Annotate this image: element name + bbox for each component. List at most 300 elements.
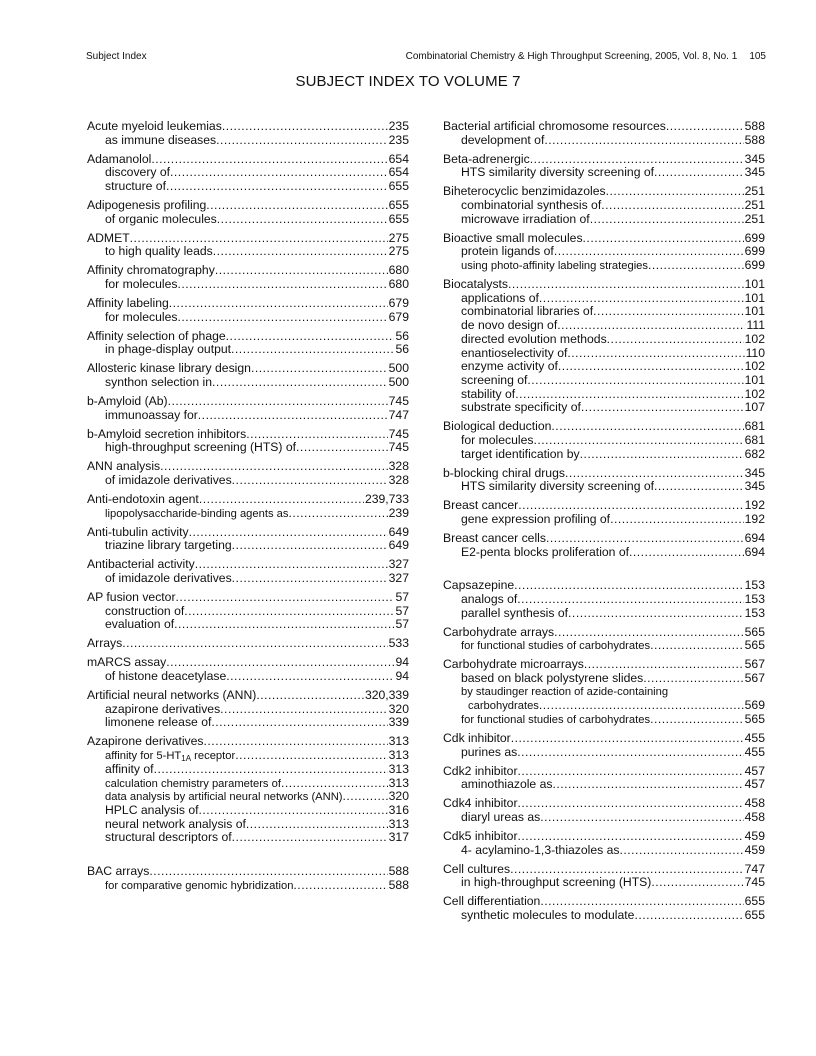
dot-leader xyxy=(607,333,744,347)
page-ref: 345 xyxy=(744,166,765,180)
page-ref: 101 xyxy=(744,278,765,292)
index-subentry-text: by staudinger reaction of azide-containing xyxy=(461,685,669,698)
index-entry xyxy=(443,153,765,180)
dot-leader xyxy=(539,292,744,306)
page-ref: 313 xyxy=(388,735,409,749)
index-term xyxy=(443,830,765,844)
index-subentry xyxy=(87,618,409,632)
index-term-text: ANN analysis xyxy=(87,460,161,474)
index-subentry-text: azapirone derivatives xyxy=(105,702,221,716)
index-term-text: Anti-endotoxin agent xyxy=(87,493,199,507)
page-ref: 745 xyxy=(388,441,409,455)
dot-leader xyxy=(212,376,388,390)
dot-leader xyxy=(220,703,387,717)
index-subentry xyxy=(87,376,409,390)
index-term-text: Breast cancer cells xyxy=(443,531,546,545)
dot-leader xyxy=(610,513,744,527)
index-subentry-text: de novo design of xyxy=(461,319,558,333)
index-subentry xyxy=(443,811,765,825)
index-subentry xyxy=(87,716,409,730)
index-subentry xyxy=(443,434,765,448)
dot-leader xyxy=(511,732,744,746)
page-ref: 320 xyxy=(388,790,409,804)
page-ref: 457 xyxy=(744,764,765,778)
index-subentry-text: synthetic molecules to modulate xyxy=(461,909,635,923)
journal-citation: Combinatorial Chemistry & High Throughput Screening, 2005, Vol. 8, No. 1 xyxy=(405,51,738,62)
index-subentry-text: as immune diseases xyxy=(105,133,217,147)
index-term xyxy=(443,863,765,877)
dot-leader xyxy=(246,818,388,832)
page-ref: 567 xyxy=(744,672,765,686)
dot-leader xyxy=(518,765,744,779)
index-subentry xyxy=(87,818,409,832)
dot-leader xyxy=(580,448,744,462)
index-entry xyxy=(87,428,409,455)
index-entry xyxy=(87,120,409,147)
index-subentry-text: for molecules xyxy=(461,433,534,447)
page-ref: 101 xyxy=(744,373,765,387)
page-ref: 649 xyxy=(388,539,409,553)
index-entry xyxy=(443,185,765,226)
index-entry xyxy=(443,232,765,273)
dot-leader xyxy=(343,790,388,804)
index-entry xyxy=(443,863,765,890)
page-ref: 565 xyxy=(744,713,765,727)
index-subentry-text: for molecules xyxy=(105,278,178,292)
dot-leader xyxy=(130,232,388,246)
dot-leader xyxy=(648,259,744,273)
dot-leader xyxy=(544,134,743,148)
dot-leader xyxy=(184,605,394,619)
dot-leader xyxy=(296,441,388,455)
index-subentry-text: combinatorial synthesis of xyxy=(461,199,602,213)
index-term xyxy=(443,120,765,134)
dot-leader xyxy=(251,362,388,376)
index-subentry xyxy=(443,448,765,462)
index-term xyxy=(87,199,409,213)
index-subentry-text: stability of xyxy=(461,387,516,401)
dot-leader xyxy=(530,153,744,167)
index-subentry-text: structural descriptors of xyxy=(105,831,232,845)
index-subentry-text: in phage-display output xyxy=(105,343,232,357)
index-subentry xyxy=(87,539,409,553)
dot-leader xyxy=(154,763,388,777)
index-term xyxy=(87,153,409,167)
dot-leader xyxy=(226,330,395,344)
index-entry xyxy=(443,579,765,620)
dot-leader xyxy=(199,493,364,507)
index-subentry-text xyxy=(105,750,235,763)
index-subentry-text: diaryl ureas as xyxy=(461,811,541,825)
index-term xyxy=(87,735,409,749)
index-subentry xyxy=(87,572,409,586)
dot-leader xyxy=(620,844,744,858)
page-ref: 680 xyxy=(388,264,409,278)
page-ref: 655 xyxy=(388,199,409,213)
index-term-text: Cdk4 inhibitor xyxy=(443,797,518,811)
page-ref: 699 xyxy=(744,259,765,273)
index-subentry xyxy=(443,213,765,227)
index-subentry xyxy=(87,670,409,684)
page-ref: 345 xyxy=(744,480,765,494)
page-ref: 655 xyxy=(388,212,409,226)
index-subentry-text: for functional studies of carbohydrates xyxy=(461,714,651,727)
index-term xyxy=(87,120,409,134)
index-subentry-text: directed evolution methods xyxy=(461,332,607,346)
index-term-text: AP fusion vector xyxy=(87,591,176,605)
page-ref: 567 xyxy=(744,658,765,672)
dot-leader xyxy=(651,876,743,890)
index-subentry xyxy=(443,401,765,415)
index-entry xyxy=(87,153,409,194)
index-term xyxy=(443,626,765,640)
index-subentry xyxy=(87,777,409,791)
index-entry xyxy=(443,830,765,857)
index-subentry xyxy=(443,876,765,890)
dot-leader xyxy=(166,656,394,670)
index-entry xyxy=(443,532,765,559)
index-term xyxy=(87,493,409,507)
index-term-text: Antibacterial activity xyxy=(87,558,195,572)
page-ref: 316 xyxy=(388,803,409,817)
text-part: affinity for 5-HT xyxy=(105,750,182,763)
index-subentry-text: E2-penta blocks proliferation of xyxy=(461,545,630,559)
page-ref: 679 xyxy=(388,310,409,324)
index-term xyxy=(443,658,765,672)
index-subentry xyxy=(443,844,765,858)
page-ref: 500 xyxy=(388,362,409,376)
index-term-text: b-blocking chiral drugs xyxy=(443,466,565,480)
index-subentry xyxy=(87,831,409,845)
index-subentry-text: limonene release of xyxy=(105,716,212,730)
index-entry xyxy=(443,658,765,726)
page-ref: 680 xyxy=(388,278,409,292)
index-term xyxy=(87,558,409,572)
page-ref: 327 xyxy=(388,558,409,572)
dot-leader xyxy=(232,539,388,553)
index-entry xyxy=(87,656,409,683)
index-term xyxy=(87,865,409,879)
index-subentry xyxy=(443,746,765,760)
index-term-text: ADMET xyxy=(87,231,130,245)
index-subentry-text: gene expression profiling of xyxy=(461,512,611,526)
index-subentry xyxy=(87,879,409,893)
page-ref: 588 xyxy=(744,120,765,133)
index-term xyxy=(443,232,765,246)
index-term xyxy=(443,467,765,481)
page-ref: 320 xyxy=(388,702,409,716)
page-ref: 239 xyxy=(388,506,409,520)
index-entry xyxy=(87,493,409,520)
index-subentry xyxy=(443,319,765,333)
index-term xyxy=(87,395,409,409)
index-subentry xyxy=(87,180,409,194)
index-term xyxy=(443,895,765,909)
page-ref: 694 xyxy=(744,545,765,559)
index-subentry-text: calculation chemistry parameters of xyxy=(105,777,281,790)
index-term xyxy=(87,297,409,311)
dot-leader xyxy=(584,658,744,672)
index-subentry-text: lipopolysaccharide-binding agents as xyxy=(105,507,289,520)
index-term-text: Cdk5 inhibitor xyxy=(443,830,518,844)
index-subentry-text: neural network analysis of xyxy=(105,817,246,831)
page-ref: 345 xyxy=(744,152,765,166)
index-subentry-text: high-throughput screening (HTS) of xyxy=(105,441,297,455)
dot-leader xyxy=(551,420,743,434)
page-ref: 239,733 xyxy=(364,493,409,507)
index-subentry-text: purines as xyxy=(461,745,518,759)
index-term-text: BAC arrays xyxy=(87,864,150,878)
dot-leader xyxy=(565,467,744,481)
index-subentry-text: protein ligands of xyxy=(461,245,554,259)
index-subentry-text: analogs of xyxy=(461,593,518,606)
page-title: SUBJECT INDEX TO VOLUME 7 xyxy=(295,73,521,90)
index-subentry-text: of organic molecules xyxy=(105,212,217,226)
index-term xyxy=(87,656,409,670)
dot-leader xyxy=(169,297,388,311)
index-subentry-text: target identification by xyxy=(461,447,580,461)
page-ref: 57 xyxy=(395,618,409,632)
index-entry xyxy=(87,735,409,845)
page-ref: 102 xyxy=(744,360,765,374)
dot-leader xyxy=(204,735,388,749)
index-term-text: Azapirone derivatives xyxy=(87,735,204,749)
index-subentry xyxy=(87,409,409,423)
page-ref: 655 xyxy=(744,895,765,909)
page-ref: 57 xyxy=(395,591,409,605)
page-ref: 345 xyxy=(744,466,765,480)
dot-leader xyxy=(232,572,388,586)
page-ref: 94 xyxy=(395,656,409,670)
index-subentry xyxy=(443,513,765,527)
index-entry xyxy=(87,362,409,389)
dot-leader xyxy=(288,507,387,521)
page-ref: 192 xyxy=(744,499,765,513)
dot-leader xyxy=(554,626,744,640)
dot-leader xyxy=(232,474,388,488)
index-subentry-text: evaluation of xyxy=(105,618,175,632)
dot-leader xyxy=(149,865,387,879)
page-ref: 681 xyxy=(744,433,765,447)
index-term-text: Carbohydrate microarrays xyxy=(443,658,584,672)
index-term xyxy=(443,797,765,811)
index-subentry xyxy=(443,593,765,607)
index-subentry xyxy=(87,166,409,180)
index-entry xyxy=(443,626,765,653)
dot-leader xyxy=(151,153,387,167)
dot-leader xyxy=(235,749,387,763)
index-term-text: Biheterocyclic benzimidazoles xyxy=(443,185,606,199)
page-ref: 327 xyxy=(388,572,409,586)
page-ref: 459 xyxy=(744,843,765,857)
index-subentry-text: immunoassay for xyxy=(105,408,198,422)
index-term-text: Artificial neural networks (ANN) xyxy=(87,689,257,703)
page-ref: 56 xyxy=(395,329,409,343)
page-ref: 313 xyxy=(388,776,409,790)
index-term-text: Affinity chromatography xyxy=(87,264,215,278)
index-subentry xyxy=(87,311,409,325)
page-ref: 328 xyxy=(388,474,409,488)
index-term-text: Carbohydrate arrays xyxy=(443,625,555,639)
page-ref: 56 xyxy=(395,343,409,357)
index-subentry xyxy=(443,778,765,792)
dot-leader xyxy=(643,672,743,686)
index-entry xyxy=(87,264,409,291)
index-term-text: Beta-adrenergic xyxy=(443,152,530,166)
dot-leader xyxy=(517,593,743,607)
index-subentry-text: parallel synthesis of xyxy=(461,606,569,620)
page-ref: 455 xyxy=(744,732,765,746)
page-ref: 747 xyxy=(388,408,409,422)
index-term xyxy=(87,232,409,246)
dot-leader xyxy=(226,670,394,684)
running-head xyxy=(86,51,766,65)
index-subentry-text: using photo-affinity labeling strategies xyxy=(461,260,648,273)
page-ref: 588 xyxy=(744,133,765,147)
index-subentry-text: based on black polystyrene slides xyxy=(461,672,644,686)
index-subentry-text: for functional studies of carbohydrates xyxy=(461,640,651,653)
page-ref: 649 xyxy=(388,525,409,539)
index-entry xyxy=(87,199,409,226)
index-subentry xyxy=(443,388,765,402)
page-ref: 57 xyxy=(395,604,409,618)
index-entry xyxy=(443,278,765,415)
dot-leader xyxy=(198,409,388,423)
dot-leader xyxy=(518,499,743,513)
index-subentry xyxy=(443,134,765,148)
index-entry xyxy=(443,732,765,759)
dot-leader xyxy=(666,120,744,134)
dot-leader xyxy=(558,360,744,374)
page-ref: 251 xyxy=(744,185,765,199)
index-subentry xyxy=(443,546,765,560)
page-ref: 679 xyxy=(388,297,409,311)
index-entry xyxy=(443,499,765,526)
index-term xyxy=(87,591,409,605)
index-subentry xyxy=(87,441,409,455)
dot-leader xyxy=(634,909,743,923)
index-column-right xyxy=(443,120,765,928)
index-entry xyxy=(87,460,409,487)
page-ref: 694 xyxy=(744,531,765,545)
index-term-text: Acute myeloid leukemias xyxy=(87,120,222,133)
dot-leader xyxy=(527,374,743,388)
index-subentry xyxy=(87,804,409,818)
page-ref: 313 xyxy=(388,762,409,776)
page-ref: 654 xyxy=(388,152,409,166)
index-column-left xyxy=(87,120,409,898)
page-ref: 339 xyxy=(388,716,409,730)
index-term-text: b-Amyloid secretion inhibitors xyxy=(87,427,247,441)
index-subentry xyxy=(443,374,765,388)
page-ref: 320,339 xyxy=(364,689,409,703)
index-subentry-text: applications of xyxy=(461,291,539,305)
index-term xyxy=(443,278,765,292)
dot-leader xyxy=(593,305,744,319)
index-entry xyxy=(443,120,765,147)
index-term xyxy=(87,689,409,703)
index-term xyxy=(443,185,765,199)
dot-leader xyxy=(176,591,395,605)
page-ref: 102 xyxy=(744,332,765,346)
dot-leader xyxy=(177,278,387,292)
index-subentry-text: data analysis by artificial neural networks (ANN) xyxy=(105,791,343,804)
index-entry xyxy=(87,297,409,324)
index-subentry-text: enzyme activity of xyxy=(461,360,558,374)
index-subentry xyxy=(87,213,409,227)
index-subentry-text: of histone deacetylase xyxy=(105,670,227,684)
dot-leader xyxy=(546,532,744,546)
index-subentry xyxy=(443,699,765,713)
index-entry xyxy=(87,637,409,651)
page-ref: 313 xyxy=(388,817,409,831)
page-ref: 565 xyxy=(744,639,765,653)
page-ref: 500 xyxy=(388,376,409,390)
page-ref: 153 xyxy=(744,579,765,593)
index-term xyxy=(443,765,765,779)
index-subentry xyxy=(87,790,409,804)
page-ref: 569 xyxy=(744,699,765,713)
index-subentry-text: to high quality leads xyxy=(105,245,213,259)
page-ref: 588 xyxy=(388,864,409,878)
index-term xyxy=(87,428,409,442)
page-ref: 565 xyxy=(744,625,765,639)
dot-leader xyxy=(515,388,743,402)
dot-leader xyxy=(567,347,744,361)
index-term-text: Cell cultures xyxy=(443,862,511,876)
page-ref: 107 xyxy=(744,401,765,415)
index-entry xyxy=(87,526,409,553)
page-ref: 251 xyxy=(744,212,765,226)
index-subentry-text: in high-throughput screening (HTS) xyxy=(461,876,652,890)
page-ref: 235 xyxy=(388,133,409,147)
index-entry xyxy=(87,558,409,585)
dot-leader xyxy=(601,199,743,213)
index-subentry xyxy=(443,672,765,686)
index-subentry-text: HTS similarity diversity screening of xyxy=(461,166,655,180)
index-subentry-text: screening of xyxy=(461,373,528,387)
index-subentry xyxy=(87,245,409,259)
text-part: receptor xyxy=(191,750,236,763)
dot-leader xyxy=(554,245,744,259)
index-subentry xyxy=(443,480,765,494)
page-ref: 747 xyxy=(744,862,765,876)
index-entry xyxy=(87,395,409,422)
index-term-text: Bacterial artificial chromosome resources xyxy=(443,120,666,133)
index-subentry xyxy=(443,199,765,213)
dot-leader xyxy=(215,264,388,278)
running-head-journal xyxy=(406,51,766,62)
index-subentry-text: HPLC analysis of xyxy=(105,803,199,817)
index-subentry-text: development of xyxy=(461,133,545,147)
index-subentry-text: HTS similarity diversity screening of xyxy=(461,480,655,494)
page-ref: 745 xyxy=(744,876,765,890)
page-ref: 745 xyxy=(388,427,409,441)
index-subentry-text: of imidazole derivatives xyxy=(105,474,232,488)
index-subentry-text: combinatorial libraries of xyxy=(461,305,594,319)
index-term xyxy=(87,637,409,651)
index-subentry xyxy=(443,639,765,653)
dot-leader xyxy=(517,746,743,760)
index-subentry xyxy=(87,749,409,763)
index-subentry-text: construction of xyxy=(105,604,185,618)
page-ref: 745 xyxy=(388,395,409,409)
dot-leader xyxy=(168,395,388,409)
index-term-text: b-Amyloid (Ab) xyxy=(87,395,168,409)
index-term-text: mARCS assay xyxy=(87,656,167,670)
dot-leader xyxy=(195,558,388,572)
page-ref: 101 xyxy=(744,305,765,319)
